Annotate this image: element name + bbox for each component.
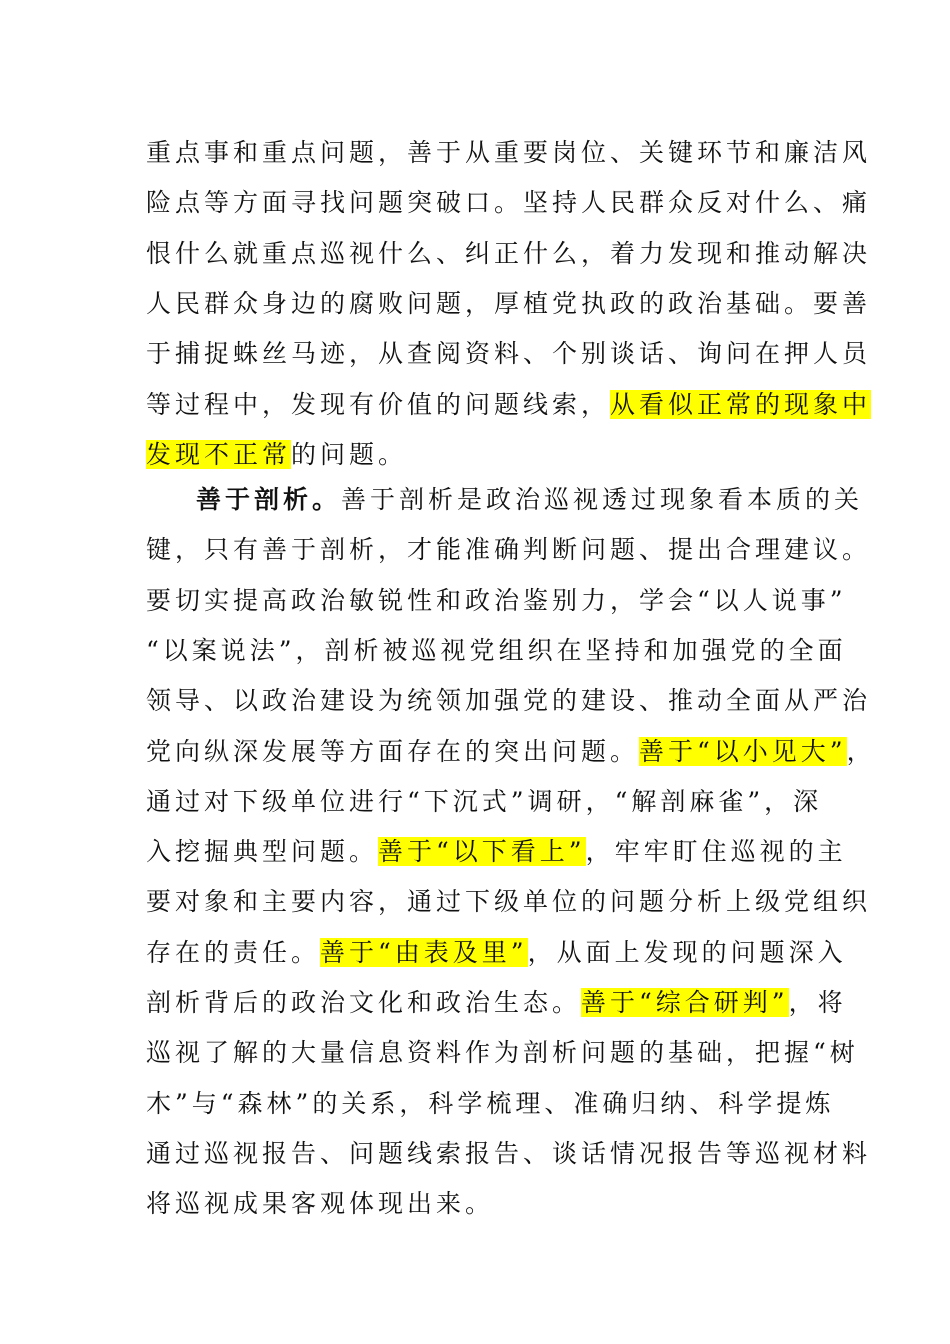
highlighted-text: 善于“以下看上” [378,837,586,867]
text-run: 善于剖析是政治巡视透过现象看本质的关 [341,485,864,514]
text-line [146,584,847,618]
text-run: 键，只有善于剖析，才能准确判断问题、提出合理建议。 [146,535,872,565]
text-line [146,237,871,271]
text-line [146,735,876,769]
text-run: 重点事和重点问题，善于从重要岗位、关键环节和廉洁风 [146,138,872,167]
text-run: 通过对下级单位进行“下沉式”调研，“解剖麻雀”，深 [146,786,823,816]
text-run: ，从面上发现的问题深入 [527,937,847,967]
highlighted-text: 从看似正常的现象中 [610,389,872,419]
text-run: 党向纵深发展等方面存在的突出问题。 [146,736,640,766]
text-run: 要切实提高政治敏锐性和政治鉴别力，学会“以人说事” [146,585,847,615]
text-line [146,1087,834,1121]
text-line [146,136,871,170]
text-line [146,1187,494,1221]
text-run: 恨什么就重点巡视什么、纠正什么，着力发现和推动解决 [146,238,872,268]
text-line [146,438,407,472]
text-run: 木”与“森林”的关系，科学梳理、准确归纳、科学提炼 [146,1088,835,1118]
text-line [146,885,871,919]
text-run: “以案说法”，剖析被巡视党组织在坚持和加强党的全面 [146,635,847,665]
text-run: ， [846,736,876,766]
text-run: 存在的责任。 [146,937,321,967]
text-line [146,634,847,668]
text-run: 将巡视成果客观体现出来。 [146,1189,495,1219]
text-run: 巡视了解的大量信息资料作为剖析问题的基础，把握“树 [146,1038,859,1068]
highlighted-text: 发现不正常 [146,439,292,469]
text-line [146,986,847,1020]
highlighted-text: 善于“以小见大” [639,736,847,766]
highlighted-text: 善于“由表及里” [320,937,528,967]
text-run: ，将 [788,988,847,1017]
text-line [146,337,871,371]
text-line [146,287,871,321]
text-line [146,785,822,819]
highlighted-text: 善于“综合研判” [581,988,789,1017]
text-run: 入挖掘典型问题。 [146,837,379,867]
text-line [146,1137,871,1171]
text-line [146,533,871,567]
text-run: 人民群众身边的腐败问题，厚植党执政的政治基础。要善 [146,288,872,318]
text-run: 的问题。 [291,439,408,469]
bold-heading-text: 善于剖析。 [196,485,342,514]
text-line [146,835,847,869]
text-run: 领导、以政治建设为统领加强党的建设、推动全面从严治 [146,686,872,716]
text-line [146,186,871,220]
text-line [146,1036,859,1070]
text-run: 要对象和主要内容，通过下级单位的问题分析上级党组织 [146,887,872,917]
text-line [196,483,863,517]
text-line [146,388,871,422]
text-run: ，牢牢盯住巡视的主 [585,837,847,867]
text-run: 险点等方面寻找问题突破口。坚持人民群众反对什么、痛 [146,188,872,218]
text-line [146,936,847,970]
text-run: 于捕捉蛛丝马迹，从查阅资料、个别谈话、询问在押人员 [146,339,872,369]
text-run: 等过程中，发现有价值的问题线索， [146,389,611,419]
text-line [146,684,871,718]
text-run: 剖析背后的政治文化和政治生态。 [146,988,582,1017]
text-run: 通过巡视报告、问题线索报告、谈话情况报告等巡视材料 [146,1138,872,1168]
